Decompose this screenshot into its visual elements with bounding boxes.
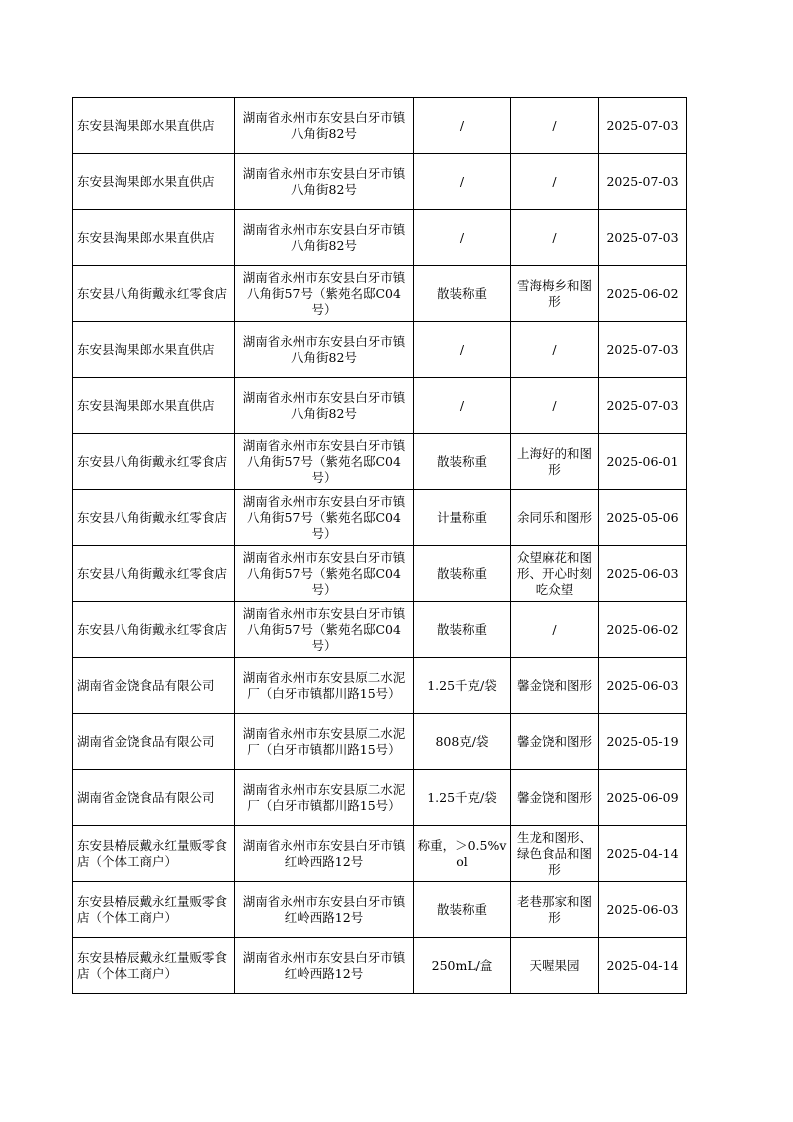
table-row — [73, 602, 687, 658]
table-row — [73, 322, 687, 378]
unit-name-cell: 东安县椿辰戴永红量贩零食店（个体工商户） — [73, 938, 235, 994]
address-cell: 湖南省永州市东安县白牙市镇八角街57号（紫苑名邸C04号） — [235, 602, 414, 658]
unit-name-cell: 东安县八角街戴永红零食店 — [73, 602, 235, 658]
address-cell: 湖南省永州市东安县白牙市镇八角街82号 — [235, 210, 414, 266]
date-cell: 2025-06-01 — [599, 434, 687, 490]
spec-cell: / — [414, 98, 511, 154]
unit-name-cell: 东安县淘果郎水果直供店 — [73, 98, 235, 154]
brand-cell: 众望麻花和图形、开心时刻吃众望 — [511, 546, 599, 602]
spec-cell: 散装称重 — [414, 602, 511, 658]
spec-cell: 散装称重 — [414, 882, 511, 938]
address-cell: 湖南省永州市东安县白牙市镇八角街57号（紫苑名邸C04号） — [235, 434, 414, 490]
date-cell: 2025-06-03 — [599, 882, 687, 938]
unit-name-cell: 东安县八角街戴永红零食店 — [73, 546, 235, 602]
date-cell: 2025-06-03 — [599, 546, 687, 602]
unit-name-cell: 东安县淘果郎水果直供店 — [73, 154, 235, 210]
unit-name-cell: 东安县八角街戴永红零食店 — [73, 266, 235, 322]
date-cell: 2025-05-06 — [599, 490, 687, 546]
spec-cell: 散装称重 — [414, 546, 511, 602]
unit-name-cell: 湖南省金饶食品有限公司 — [73, 770, 235, 826]
spec-cell: 1.25千克/袋 — [414, 770, 511, 826]
spec-cell: 250mL/盒 — [414, 938, 511, 994]
spec-cell: / — [414, 378, 511, 434]
table-row — [73, 658, 687, 714]
date-cell: 2025-07-03 — [599, 378, 687, 434]
table-row — [73, 210, 687, 266]
spec-cell: / — [414, 322, 511, 378]
unit-name-cell: 东安县淘果郎水果直供店 — [73, 322, 235, 378]
address-cell: 湖南省永州市东安县白牙市镇红岭西路12号 — [235, 826, 414, 882]
date-cell: 2025-06-03 — [599, 658, 687, 714]
date-cell: 2025-07-03 — [599, 322, 687, 378]
table-row — [73, 266, 687, 322]
table-row — [73, 770, 687, 826]
date-cell: 2025-07-03 — [599, 98, 687, 154]
brand-cell: 馨金饶和图形 — [511, 658, 599, 714]
spec-cell: 1.25千克/袋 — [414, 658, 511, 714]
unit-name-cell: 东安县淘果郎水果直供店 — [73, 378, 235, 434]
unit-name-cell: 东安县八角街戴永红零食店 — [73, 490, 235, 546]
table-body — [73, 98, 687, 994]
date-cell: 2025-04-14 — [599, 826, 687, 882]
address-cell: 湖南省永州市东安县原二水泥厂（白牙市镇都川路15号） — [235, 658, 414, 714]
date-cell: 2025-07-03 — [599, 154, 687, 210]
address-cell: 湖南省永州市东安县白牙市镇八角街82号 — [235, 154, 414, 210]
address-cell: 湖南省永州市东安县白牙市镇八角街82号 — [235, 98, 414, 154]
date-cell: 2025-06-09 — [599, 770, 687, 826]
table-row — [73, 882, 687, 938]
address-cell: 湖南省永州市东安县白牙市镇八角街82号 — [235, 322, 414, 378]
data-table — [72, 97, 687, 994]
table-row — [73, 98, 687, 154]
table-row — [73, 546, 687, 602]
address-cell: 湖南省永州市东安县白牙市镇八角街57号（紫苑名邸C04号） — [235, 490, 414, 546]
brand-cell: / — [511, 210, 599, 266]
date-cell: 2025-05-19 — [599, 714, 687, 770]
spec-cell: 808克/袋 — [414, 714, 511, 770]
brand-cell: / — [511, 602, 599, 658]
table-row — [73, 714, 687, 770]
unit-name-cell: 东安县淘果郎水果直供店 — [73, 210, 235, 266]
table-row — [73, 826, 687, 882]
date-cell: 2025-07-03 — [599, 210, 687, 266]
address-cell: 湖南省永州市东安县白牙市镇八角街57号（紫苑名邸C04号） — [235, 266, 414, 322]
table-row — [73, 490, 687, 546]
brand-cell: 天喔果园 — [511, 938, 599, 994]
table-row — [73, 378, 687, 434]
unit-name-cell: 东安县椿辰戴永红量贩零食店（个体工商户） — [73, 882, 235, 938]
table-row — [73, 938, 687, 994]
brand-cell: 馨金饶和图形 — [511, 770, 599, 826]
brand-cell: / — [511, 322, 599, 378]
unit-name-cell: 东安县八角街戴永红零食店 — [73, 434, 235, 490]
brand-cell: / — [511, 98, 599, 154]
date-cell: 2025-06-02 — [599, 602, 687, 658]
brand-cell: 生龙和图形、绿色食品和图形 — [511, 826, 599, 882]
brand-cell: 上海好的和图形 — [511, 434, 599, 490]
brand-cell: 馨金饶和图形 — [511, 714, 599, 770]
address-cell: 湖南省永州市东安县原二水泥厂（白牙市镇都川路15号） — [235, 770, 414, 826]
address-cell: 湖南省永州市东安县原二水泥厂（白牙市镇都川路15号） — [235, 714, 414, 770]
spec-cell: / — [414, 210, 511, 266]
address-cell: 湖南省永州市东安县白牙市镇八角街57号（紫苑名邸C04号） — [235, 546, 414, 602]
spec-cell: 散装称重 — [414, 434, 511, 490]
brand-cell: / — [511, 378, 599, 434]
date-cell: 2025-04-14 — [599, 938, 687, 994]
brand-cell: 老巷那家和图形 — [511, 882, 599, 938]
unit-name-cell: 湖南省金饶食品有限公司 — [73, 658, 235, 714]
spec-cell: / — [414, 154, 511, 210]
date-cell: 2025-06-02 — [599, 266, 687, 322]
unit-name-cell: 东安县椿辰戴永红量贩零食店（个体工商户） — [73, 826, 235, 882]
address-cell: 湖南省永州市东安县白牙市镇红岭西路12号 — [235, 882, 414, 938]
unit-name-cell: 湖南省金饶食品有限公司 — [73, 714, 235, 770]
spec-cell: 计量称重 — [414, 490, 511, 546]
brand-cell: / — [511, 154, 599, 210]
spec-cell: 散装称重 — [414, 266, 511, 322]
address-cell: 湖南省永州市东安县白牙市镇红岭西路12号 — [235, 938, 414, 994]
table-row — [73, 434, 687, 490]
spec-cell: 称重，＞0.5%vol — [414, 826, 511, 882]
table-row — [73, 154, 687, 210]
brand-cell: 余同乐和图形 — [511, 490, 599, 546]
address-cell: 湖南省永州市东安县白牙市镇八角街82号 — [235, 378, 414, 434]
brand-cell: 雪海梅乡和图形 — [511, 266, 599, 322]
